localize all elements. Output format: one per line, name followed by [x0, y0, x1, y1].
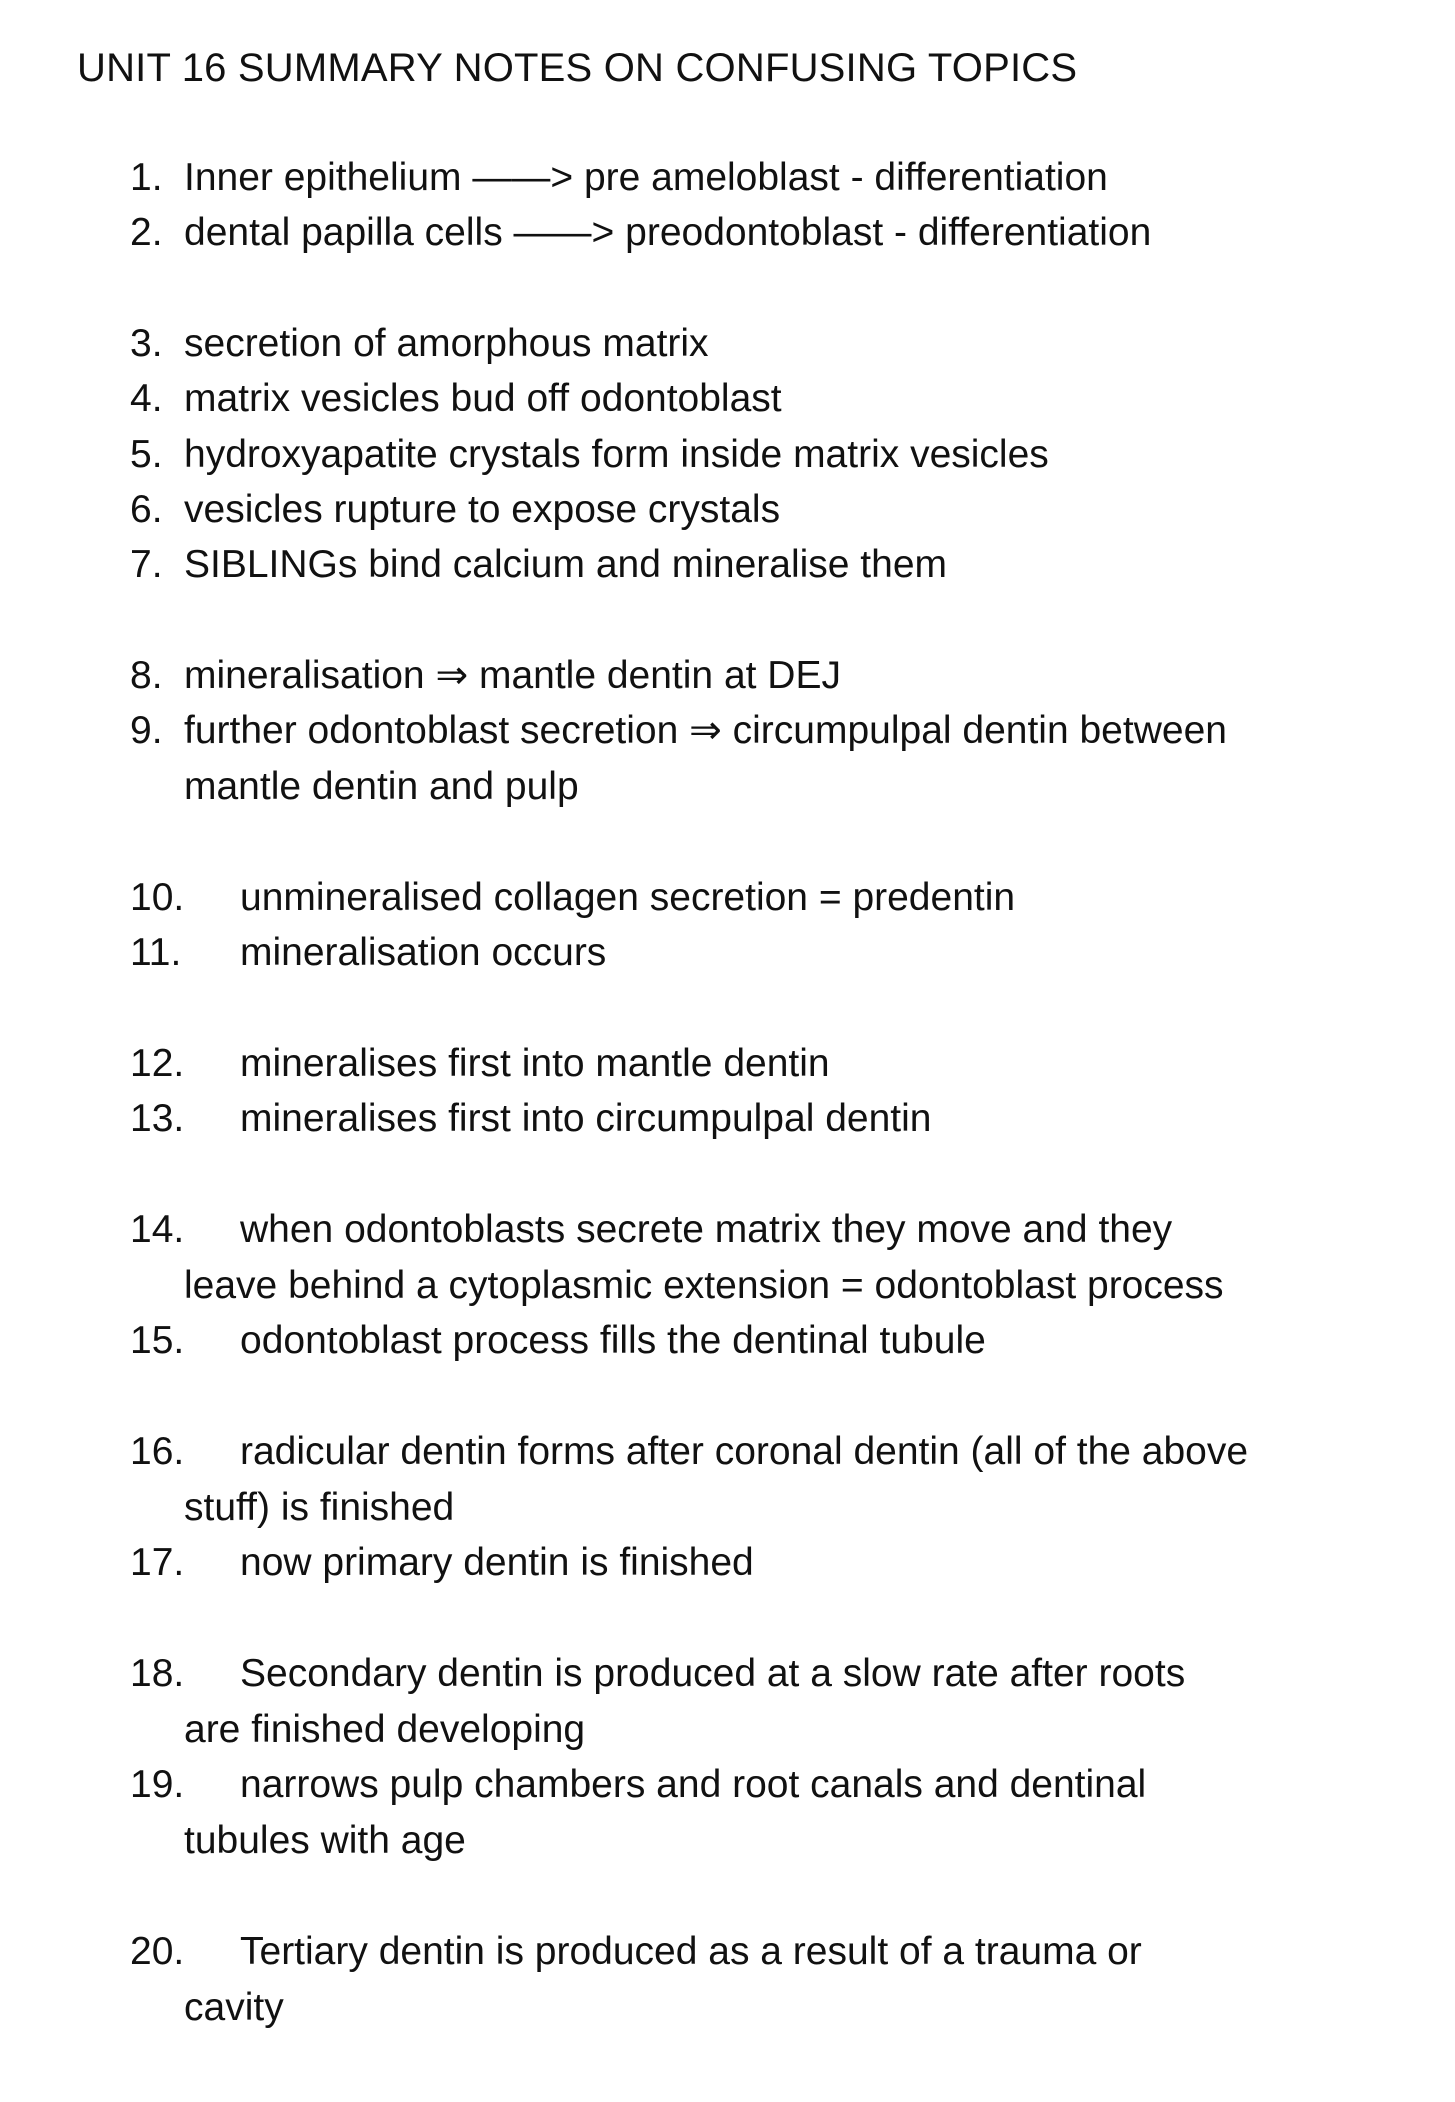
item-number: 4. [130, 377, 163, 420]
item-text: hydroxyapatite crystals form inside matrix vesicles [184, 433, 1049, 476]
list-item [130, 1646, 1380, 1758]
list-item [130, 1924, 1380, 2036]
item-number: 5. [130, 433, 163, 476]
item-number: 12. [130, 1042, 185, 1085]
item-text: when odontoblasts secrete matrix they move and they [240, 1208, 1173, 1251]
item-text-continued: leave behind a cytoplasmic extension = odontoblast process [184, 1264, 1224, 1307]
item-number: 18. [130, 1652, 185, 1695]
item-number: 19. [130, 1763, 185, 1806]
list-item [130, 1757, 1380, 1869]
list-item [130, 1091, 1380, 1147]
item-text: mineralises first into circumpulpal dentin [240, 1097, 932, 1140]
item-number: 11. [130, 931, 182, 974]
item-number: 1. [130, 156, 163, 199]
item-number: 8. [130, 654, 163, 697]
item-number: 3. [130, 322, 163, 365]
item-number: 13. [130, 1097, 185, 1140]
list-item [130, 1202, 1380, 1314]
item-text: unmineralised collagen secretion = predentin [240, 876, 1016, 919]
item-text: further odontoblast secretion ⇒ circumpulpal dentin between [184, 709, 1227, 752]
list-item [130, 703, 1380, 815]
item-number: 14. [130, 1208, 185, 1251]
item-text: Secondary dentin is produced at a slow rate after roots [240, 1652, 1186, 1695]
item-text: odontoblast process fills the dentinal tubule [240, 1319, 986, 1362]
item-text: radicular dentin forms after coronal dentin (all of the above [240, 1430, 1249, 1473]
item-text: SIBLINGs bind calcium and mineralise them [184, 543, 947, 586]
list-item [130, 925, 1380, 981]
item-number: 16. [130, 1430, 185, 1473]
item-number: 15. [130, 1319, 185, 1362]
list-item [130, 482, 1380, 538]
item-text-continued: mantle dentin and pulp [184, 765, 579, 808]
item-number: 9. [130, 709, 163, 752]
item-text-continued: stuff) is finished [184, 1486, 455, 1529]
item-text: matrix vesicles bud off odontoblast [184, 377, 782, 420]
list-item [130, 870, 1380, 926]
item-number: 10. [130, 876, 185, 919]
item-text: Tertiary dentin is produced as a result of a trauma or [240, 1930, 1142, 1973]
list-item [130, 205, 1380, 261]
item-text: now primary dentin is finished [240, 1541, 754, 1584]
list-item [130, 648, 1380, 704]
list-item [130, 537, 1380, 593]
item-number: 7. [130, 543, 163, 586]
item-text: dental papilla cells ——> preodontoblast - differentiation [184, 211, 1152, 254]
list-item [130, 1313, 1380, 1369]
list-item [130, 1424, 1380, 1536]
item-number: 20. [130, 1930, 185, 1973]
item-text: Inner epithelium ——> pre ameloblast - differentiation [184, 156, 1108, 199]
item-text: vesicles rupture to expose crystals [184, 488, 781, 531]
list-item [130, 1535, 1380, 1591]
list-item [130, 316, 1380, 372]
list-item [130, 371, 1380, 427]
item-text: mineralisation ⇒ mantle dentin at DEJ [184, 654, 841, 697]
item-text: mineralises first into mantle dentin [240, 1042, 830, 1085]
item-number: 2. [130, 211, 163, 254]
item-text-continued: cavity [184, 1986, 284, 2029]
item-number: 6. [130, 488, 163, 531]
item-text-continued: are finished developing [184, 1708, 586, 1751]
item-number: 17. [130, 1541, 185, 1584]
item-text: narrows pulp chambers and root canals and dentinal [240, 1763, 1147, 1806]
item-text: secretion of amorphous matrix [184, 322, 709, 365]
list-item [130, 150, 1380, 206]
item-text: mineralisation occurs [240, 931, 607, 974]
item-text-continued: tubules with age [184, 1819, 466, 1862]
page-title: UNIT 16 SUMMARY NOTES ON CONFUSING TOPICS [77, 46, 1078, 90]
list-item [130, 1036, 1380, 1092]
list-item [130, 427, 1380, 483]
